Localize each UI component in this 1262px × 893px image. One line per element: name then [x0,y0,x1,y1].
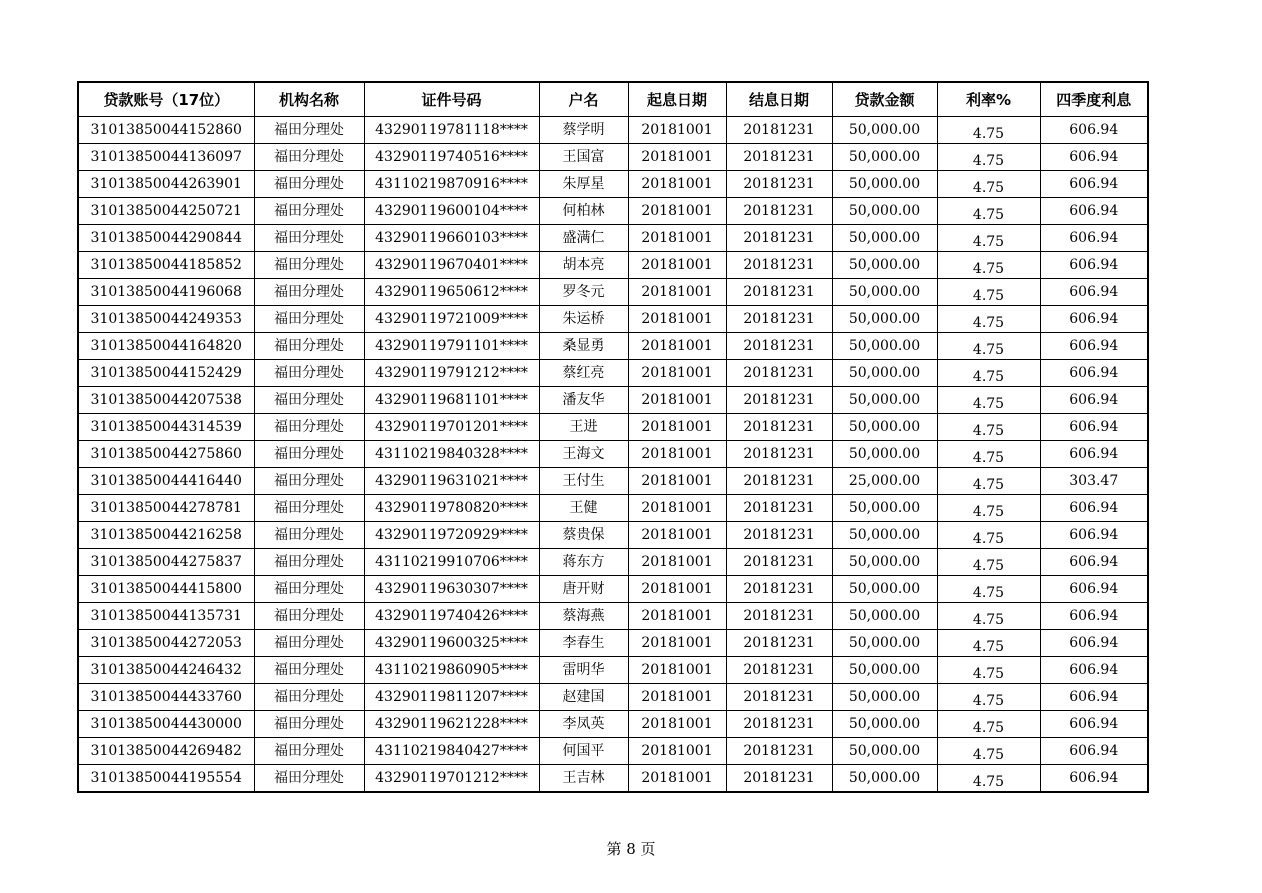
institution-cell: 福田分理处 [254,198,364,225]
account-name-cell: 王健 [539,495,628,522]
settle-date-cell: 20181231 [726,198,832,225]
interest-rate-cell: 4.75 [937,117,1040,144]
table-row [78,738,1148,765]
q4-interest-cell: 606.94 [1040,306,1148,333]
account-name-cell: 王吉林 [539,765,628,793]
q4-interest-cell: 606.94 [1040,765,1148,793]
loan-amount-cell: 50,000.00 [832,171,937,198]
loan-account-cell: 31013850044152429 [78,360,254,387]
account-name-cell: 李凤英 [539,711,628,738]
institution-cell: 福田分理处 [254,495,364,522]
interest-rate-cell: 4.75 [937,144,1040,171]
table-row [78,549,1148,576]
loan-account-cell: 31013850044207538 [78,387,254,414]
start-date-cell: 20181001 [628,711,726,738]
id-number-cell: 43290119600325**** [364,630,539,657]
settle-date-cell: 20181231 [726,414,832,441]
q4-interest-cell: 303.47 [1040,468,1148,495]
loan-amount-cell: 50,000.00 [832,684,937,711]
institution-cell: 福田分理处 [254,144,364,171]
loan-amount-cell: 50,000.00 [832,252,937,279]
table-row [78,360,1148,387]
id-number-cell: 43290119781118**** [364,117,539,144]
page-number: 第 8 页 [606,840,656,858]
institution-cell: 福田分理处 [254,441,364,468]
id-number-cell: 43290119630307**** [364,576,539,603]
settle-date-cell: 20181231 [726,360,832,387]
loan-amount-cell: 50,000.00 [832,657,937,684]
interest-rate-cell: 4.75 [937,495,1040,522]
table-row [78,468,1148,495]
institution-cell: 福田分理处 [254,252,364,279]
loan-account-cell: 31013850044415800 [78,576,254,603]
header-loan-amount: 贷款金额 [832,82,937,117]
interest-rate-cell: 4.75 [937,603,1040,630]
q4-interest-cell: 606.94 [1040,387,1148,414]
table-row [78,225,1148,252]
loan-account-cell: 31013850044275860 [78,441,254,468]
institution-cell: 福田分理处 [254,171,364,198]
q4-interest-cell: 606.94 [1040,603,1148,630]
loan-amount-cell: 50,000.00 [832,522,937,549]
id-number-cell: 43290119600104**** [364,198,539,225]
loan-amount-cell: 50,000.00 [832,225,937,252]
settle-date-cell: 20181231 [726,765,832,793]
table-row [78,306,1148,333]
account-name-cell: 蔡贵保 [539,522,628,549]
settle-date-cell: 20181231 [726,171,832,198]
account-name-cell: 雷明华 [539,657,628,684]
id-number-cell: 43290119791212**** [364,360,539,387]
q4-interest-cell: 606.94 [1040,171,1148,198]
institution-cell: 福田分理处 [254,360,364,387]
interest-rate-cell: 4.75 [937,306,1040,333]
settle-date-cell: 20181231 [726,225,832,252]
start-date-cell: 20181001 [628,738,726,765]
institution-cell: 福田分理处 [254,117,364,144]
q4-interest-cell: 606.94 [1040,711,1148,738]
loan-account-cell: 31013850044278781 [78,495,254,522]
account-name-cell: 唐开财 [539,576,628,603]
start-date-cell: 20181001 [628,252,726,279]
institution-cell: 福田分理处 [254,684,364,711]
loan-account-cell: 31013850044272053 [78,630,254,657]
start-date-cell: 20181001 [628,387,726,414]
account-name-cell: 盛满仁 [539,225,628,252]
loan-amount-cell: 50,000.00 [832,711,937,738]
id-number-cell: 43110219840427**** [364,738,539,765]
q4-interest-cell: 606.94 [1040,495,1148,522]
id-number-cell: 43110219840328**** [364,441,539,468]
table-row [78,684,1148,711]
settle-date-cell: 20181231 [726,657,832,684]
loan-amount-cell: 50,000.00 [832,576,937,603]
loan-amount-cell: 50,000.00 [832,603,937,630]
table-row [78,522,1148,549]
table-row [78,711,1148,738]
institution-cell: 福田分理处 [254,522,364,549]
table-row [78,387,1148,414]
start-date-cell: 20181001 [628,549,726,576]
settle-date-cell: 20181231 [726,468,832,495]
loan-account-cell: 31013850044246432 [78,657,254,684]
loan-amount-cell: 50,000.00 [832,495,937,522]
header-q4-interest: 四季度利息 [1040,82,1148,117]
account-name-cell: 何柏林 [539,198,628,225]
interest-rate-cell: 4.75 [937,333,1040,360]
loan-interest-table [77,81,1149,793]
id-number-cell: 43290119701212**** [364,765,539,793]
q4-interest-cell: 606.94 [1040,198,1148,225]
account-name-cell: 桑显勇 [539,333,628,360]
loan-account-cell: 31013850044135731 [78,603,254,630]
institution-cell: 福田分理处 [254,711,364,738]
loan-amount-cell: 50,000.00 [832,360,937,387]
start-date-cell: 20181001 [628,657,726,684]
start-date-cell: 20181001 [628,198,726,225]
id-number-cell: 43290119631021**** [364,468,539,495]
start-date-cell: 20181001 [628,117,726,144]
loan-amount-cell: 50,000.00 [832,279,937,306]
interest-rate-cell: 4.75 [937,171,1040,198]
q4-interest-cell: 606.94 [1040,333,1148,360]
id-number-cell: 43290119740516**** [364,144,539,171]
id-number-cell: 43290119791101**** [364,333,539,360]
loan-amount-cell: 50,000.00 [832,333,937,360]
table-row [78,171,1148,198]
start-date-cell: 20181001 [628,576,726,603]
interest-rate-cell: 4.75 [937,198,1040,225]
q4-interest-cell: 606.94 [1040,630,1148,657]
loan-amount-cell: 50,000.00 [832,441,937,468]
account-name-cell: 王付生 [539,468,628,495]
header-settle-date: 结息日期 [726,82,832,117]
institution-cell: 福田分理处 [254,765,364,793]
loan-account-cell: 31013850044263901 [78,171,254,198]
table-row [78,279,1148,306]
id-number-cell: 43110219860905**** [364,657,539,684]
settle-date-cell: 20181231 [726,117,832,144]
table-row [78,495,1148,522]
interest-rate-cell: 4.75 [937,225,1040,252]
settle-date-cell: 20181231 [726,603,832,630]
settle-date-cell: 20181231 [726,738,832,765]
start-date-cell: 20181001 [628,333,726,360]
q4-interest-cell: 606.94 [1040,225,1148,252]
table-row [78,603,1148,630]
table-row [78,333,1148,360]
id-number-cell: 43290119681101**** [364,387,539,414]
id-number-cell: 43110219870916**** [364,171,539,198]
start-date-cell: 20181001 [628,684,726,711]
id-number-cell: 43290119720929**** [364,522,539,549]
q4-interest-cell: 606.94 [1040,252,1148,279]
loan-account-cell: 31013850044250721 [78,198,254,225]
id-number-cell: 43290119650612**** [364,279,539,306]
loan-account-cell: 31013850044269482 [78,738,254,765]
start-date-cell: 20181001 [628,441,726,468]
account-name-cell: 朱厚星 [539,171,628,198]
loan-account-cell: 31013850044249353 [78,306,254,333]
institution-cell: 福田分理处 [254,279,364,306]
interest-rate-cell: 4.75 [937,630,1040,657]
start-date-cell: 20181001 [628,225,726,252]
q4-interest-cell: 606.94 [1040,522,1148,549]
institution-cell: 福田分理处 [254,225,364,252]
account-name-cell: 蔡红亮 [539,360,628,387]
account-name-cell: 赵建国 [539,684,628,711]
loan-amount-cell: 50,000.00 [832,549,937,576]
interest-rate-cell: 4.75 [937,360,1040,387]
table-row [78,117,1148,144]
q4-interest-cell: 606.94 [1040,144,1148,171]
settle-date-cell: 20181231 [726,144,832,171]
account-name-cell: 李春生 [539,630,628,657]
start-date-cell: 20181001 [628,468,726,495]
loan-amount-cell: 50,000.00 [832,387,937,414]
q4-interest-cell: 606.94 [1040,414,1148,441]
start-date-cell: 20181001 [628,171,726,198]
settle-date-cell: 20181231 [726,549,832,576]
start-date-cell: 20181001 [628,306,726,333]
settle-date-cell: 20181231 [726,333,832,360]
loan-account-cell: 31013850044430000 [78,711,254,738]
header-account-name: 户名 [539,82,628,117]
header-loan-account: 贷款账号（17位） [78,82,254,117]
interest-rate-cell: 4.75 [937,684,1040,711]
loan-amount-cell: 50,000.00 [832,630,937,657]
start-date-cell: 20181001 [628,360,726,387]
id-number-cell: 43110219910706**** [364,549,539,576]
id-number-cell: 43290119811207**** [364,684,539,711]
start-date-cell: 20181001 [628,144,726,171]
institution-cell: 福田分理处 [254,738,364,765]
q4-interest-cell: 606.94 [1040,360,1148,387]
loan-account-cell: 31013850044433760 [78,684,254,711]
loan-account-cell: 31013850044164820 [78,333,254,360]
interest-rate-cell: 4.75 [937,711,1040,738]
institution-cell: 福田分理处 [254,576,364,603]
table-header-row [78,82,1148,117]
settle-date-cell: 20181231 [726,576,832,603]
institution-cell: 福田分理处 [254,414,364,441]
interest-rate-cell: 4.75 [937,522,1040,549]
id-number-cell: 43290119721009**** [364,306,539,333]
q4-interest-cell: 606.94 [1040,738,1148,765]
settle-date-cell: 20181231 [726,630,832,657]
q4-interest-cell: 606.94 [1040,549,1148,576]
interest-rate-cell: 4.75 [937,279,1040,306]
table-row [78,765,1148,793]
settle-date-cell: 20181231 [726,441,832,468]
loan-account-cell: 31013850044152860 [78,117,254,144]
q4-interest-cell: 606.94 [1040,279,1148,306]
id-number-cell: 43290119701201**** [364,414,539,441]
loan-amount-cell: 50,000.00 [832,117,937,144]
id-number-cell: 43290119660103**** [364,225,539,252]
id-number-cell: 43290119780820**** [364,495,539,522]
interest-rate-cell: 4.75 [937,414,1040,441]
header-interest-rate: 利率% [937,82,1040,117]
table-row [78,441,1148,468]
loan-amount-cell: 50,000.00 [832,144,937,171]
settle-date-cell: 20181231 [726,387,832,414]
settle-date-cell: 20181231 [726,306,832,333]
interest-rate-cell: 4.75 [937,441,1040,468]
account-name-cell: 胡本亮 [539,252,628,279]
loan-amount-cell: 50,000.00 [832,414,937,441]
account-name-cell: 王进 [539,414,628,441]
account-name-cell: 蔡海燕 [539,603,628,630]
institution-cell: 福田分理处 [254,549,364,576]
interest-rate-cell: 4.75 [937,468,1040,495]
loan-amount-cell: 50,000.00 [832,306,937,333]
interest-rate-cell: 4.75 [937,549,1040,576]
institution-cell: 福田分理处 [254,468,364,495]
account-name-cell: 罗冬元 [539,279,628,306]
interest-rate-cell: 4.75 [937,765,1040,793]
institution-cell: 福田分理处 [254,333,364,360]
loan-amount-cell: 50,000.00 [832,198,937,225]
table-row [78,414,1148,441]
loan-amount-cell: 50,000.00 [832,738,937,765]
settle-date-cell: 20181231 [726,684,832,711]
start-date-cell: 20181001 [628,495,726,522]
start-date-cell: 20181001 [628,414,726,441]
loan-account-cell: 31013850044136097 [78,144,254,171]
table-row [78,657,1148,684]
id-number-cell: 43290119621228**** [364,711,539,738]
q4-interest-cell: 606.94 [1040,657,1148,684]
table-row [78,144,1148,171]
account-name-cell: 蒋东方 [539,549,628,576]
start-date-cell: 20181001 [628,279,726,306]
start-date-cell: 20181001 [628,630,726,657]
account-name-cell: 潘友华 [539,387,628,414]
header-id-number: 证件号码 [364,82,539,117]
header-start-date: 起息日期 [628,82,726,117]
institution-cell: 福田分理处 [254,603,364,630]
loan-account-cell: 31013850044196068 [78,279,254,306]
account-name-cell: 王海文 [539,441,628,468]
table-row [78,630,1148,657]
interest-rate-cell: 4.75 [937,387,1040,414]
interest-rate-cell: 4.75 [937,252,1040,279]
interest-rate-cell: 4.75 [937,657,1040,684]
interest-rate-cell: 4.75 [937,576,1040,603]
loan-account-cell: 31013850044275837 [78,549,254,576]
institution-cell: 福田分理处 [254,306,364,333]
account-name-cell: 何国平 [539,738,628,765]
account-name-cell: 王国富 [539,144,628,171]
q4-interest-cell: 606.94 [1040,576,1148,603]
loan-account-cell: 31013850044216258 [78,522,254,549]
institution-cell: 福田分理处 [254,630,364,657]
account-name-cell: 朱运桥 [539,306,628,333]
settle-date-cell: 20181231 [726,252,832,279]
loan-account-cell: 31013850044290844 [78,225,254,252]
q4-interest-cell: 606.94 [1040,441,1148,468]
table-body [78,117,1148,793]
settle-date-cell: 20181231 [726,495,832,522]
q4-interest-cell: 606.94 [1040,117,1148,144]
loan-account-cell: 31013850044314539 [78,414,254,441]
table-row [78,576,1148,603]
loan-account-cell: 31013850044416440 [78,468,254,495]
loan-amount-cell: 25,000.00 [832,468,937,495]
settle-date-cell: 20181231 [726,522,832,549]
start-date-cell: 20181001 [628,522,726,549]
loan-account-cell: 31013850044195554 [78,765,254,793]
table-row [78,252,1148,279]
q4-interest-cell: 606.94 [1040,684,1148,711]
start-date-cell: 20181001 [628,765,726,793]
interest-rate-cell: 4.75 [937,738,1040,765]
account-name-cell: 蔡学明 [539,117,628,144]
header-institution: 机构名称 [254,82,364,117]
table-row [78,198,1148,225]
settle-date-cell: 20181231 [726,279,832,306]
institution-cell: 福田分理处 [254,657,364,684]
institution-cell: 福田分理处 [254,387,364,414]
loan-amount-cell: 50,000.00 [832,765,937,793]
id-number-cell: 43290119740426**** [364,603,539,630]
settle-date-cell: 20181231 [726,711,832,738]
start-date-cell: 20181001 [628,603,726,630]
id-number-cell: 43290119670401**** [364,252,539,279]
loan-account-cell: 31013850044185852 [78,252,254,279]
